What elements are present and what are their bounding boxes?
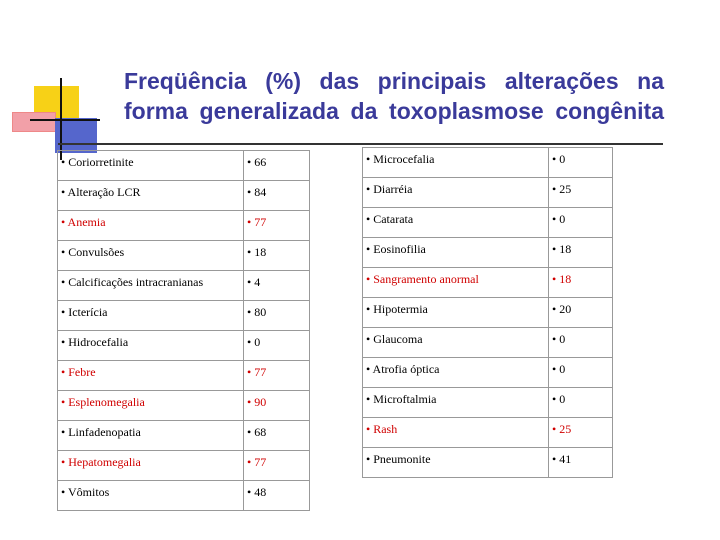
row-label: • Glaucoma <box>363 328 549 358</box>
title-divider <box>58 143 663 145</box>
row-value: • 48 <box>244 481 310 511</box>
row-label: • Eosinofilia <box>363 238 549 268</box>
row-label: • Rash <box>363 418 549 448</box>
row-value: • 20 <box>549 298 613 328</box>
table-row <box>363 238 613 268</box>
row-value: • 18 <box>549 238 613 268</box>
row-label: • Atrofia óptica <box>363 358 549 388</box>
row-label: • Hidrocefalia <box>58 331 244 361</box>
table-row <box>363 328 613 358</box>
row-value: • 0 <box>549 208 613 238</box>
table-row <box>363 148 613 178</box>
row-label: • Calcificações intracranianas <box>58 271 244 301</box>
row-value: • 77 <box>244 451 310 481</box>
row-label: • Diarréia <box>363 178 549 208</box>
table-left <box>57 150 310 511</box>
row-label: • Esplenomegalia <box>58 391 244 421</box>
table-row <box>58 181 310 211</box>
table-row <box>58 451 310 481</box>
row-value: • 25 <box>549 178 613 208</box>
table-row <box>58 421 310 451</box>
table-row <box>58 301 310 331</box>
table-row <box>363 358 613 388</box>
row-value: • 80 <box>244 301 310 331</box>
row-value: • 0 <box>549 358 613 388</box>
row-value: • 84 <box>244 181 310 211</box>
table-row <box>363 418 613 448</box>
row-value: • 25 <box>549 418 613 448</box>
table-row <box>58 151 310 181</box>
row-value: • 18 <box>549 268 613 298</box>
row-label: • Hipotermia <box>363 298 549 328</box>
red-square-decoration <box>12 112 56 132</box>
row-value: • 66 <box>244 151 310 181</box>
row-label: • Catarata <box>363 208 549 238</box>
row-label: • Anemia <box>58 211 244 241</box>
row-label: • Linfadenopatia <box>58 421 244 451</box>
row-value: • 68 <box>244 421 310 451</box>
table-row <box>363 298 613 328</box>
horizontal-line-decoration <box>30 119 100 121</box>
row-value: • 0 <box>549 328 613 358</box>
row-value: • 77 <box>244 211 310 241</box>
row-value: • 77 <box>244 361 310 391</box>
table-row <box>58 481 310 511</box>
row-value: • 0 <box>549 388 613 418</box>
row-label: • Alteração LCR <box>58 181 244 211</box>
row-value: • 41 <box>549 448 613 478</box>
row-label: • Microcefalia <box>363 148 549 178</box>
table-row <box>363 208 613 238</box>
row-label: • Icterícia <box>58 301 244 331</box>
row-value: • 0 <box>549 148 613 178</box>
table-row <box>58 361 310 391</box>
row-label: • Coriorretinite <box>58 151 244 181</box>
row-label: • Microftalmia <box>363 388 549 418</box>
table-row <box>58 391 310 421</box>
slide-title-line-1: Freqüência (%) das principais alterações na <box>124 68 664 94</box>
table-right <box>362 147 613 478</box>
table-row <box>58 271 310 301</box>
table-row <box>58 331 310 361</box>
table-row <box>363 178 613 208</box>
row-label: • Febre <box>58 361 244 391</box>
row-value: • 4 <box>244 271 310 301</box>
row-label: • Convulsões <box>58 241 244 271</box>
row-label: • Sangramento anormal <box>363 268 549 298</box>
row-label: • Vômitos <box>58 481 244 511</box>
table-row <box>363 388 613 418</box>
table-row <box>363 268 613 298</box>
row-value: • 0 <box>244 331 310 361</box>
slide-title-line-2: forma generalizada da toxoplasmose congênita <box>124 98 664 124</box>
table-row <box>58 241 310 271</box>
row-value: • 90 <box>244 391 310 421</box>
table-row <box>58 211 310 241</box>
row-label: • Hepatomegalia <box>58 451 244 481</box>
row-value: • 18 <box>244 241 310 271</box>
row-label: • Pneumonite <box>363 448 549 478</box>
slide-title <box>124 66 664 126</box>
table-row <box>363 448 613 478</box>
